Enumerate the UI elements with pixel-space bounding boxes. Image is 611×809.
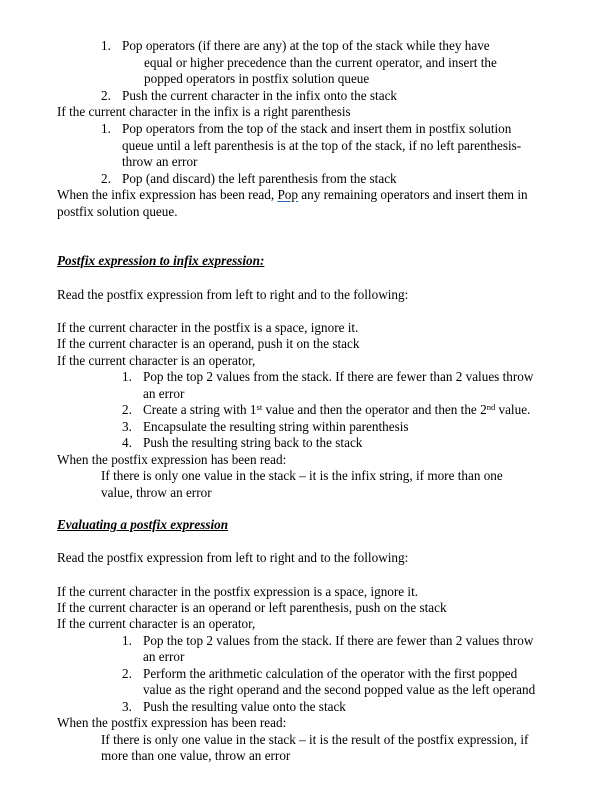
paragraph-line: If there is only one value in the stack – it is the result of the postfix expression, if [101, 732, 529, 747]
list-item-text: Pop the top 2 values from the stack. If there are fewer than 2 values throw [143, 369, 534, 384]
text-run: Create a string with 1 [143, 402, 257, 417]
paragraph-line: If there is only one value in the stack – it is the infix string, if more than one [101, 468, 503, 483]
list-item-text: an error [143, 386, 185, 401]
list-item-text [143, 402, 530, 419]
list-item-text: an error [143, 649, 185, 664]
list-item-text: popped operators in postfix solution queue [144, 71, 370, 86]
list-item-text: Push the current character in the infix onto the stack [122, 88, 398, 103]
text-run: any remaining operators and insert them in [297, 187, 528, 202]
superscript: nd [486, 402, 496, 412]
list-item-text: Push the resulting value onto the stack [143, 699, 346, 714]
list-number: 1. [101, 121, 111, 136]
paragraph-line: If the current character is an operator, [57, 616, 256, 631]
list-item-text: Push the resulting string back to the stack [143, 435, 363, 450]
list-number: 3. [122, 699, 132, 714]
text-run: value. [495, 402, 531, 417]
list-number: 2. [122, 402, 132, 417]
paragraph-line: more than one value, throw an error [101, 748, 291, 763]
text-run: value and then the operator and then the 2 [262, 402, 487, 417]
list-number: 1. [122, 633, 132, 648]
paragraph-line: Read the postfix expression from left to right and to the following: [57, 550, 409, 565]
list-item-text: Perform the arithmetic calculation of the operator with the first popped [143, 666, 518, 681]
list-number: 1. [122, 369, 132, 384]
list-item-text: Pop operators (if there are any) at the top of the stack while they have [122, 38, 490, 53]
list-number: 2. [122, 666, 132, 681]
section-heading-postfix-to-infix: Postfix expression to infix expression: [57, 253, 265, 268]
paragraph-line: When the postfix expression has been read: [57, 715, 287, 730]
paragraph-line: If the current character in the postfix is a space, ignore it. [57, 320, 359, 335]
paragraph-line: If the current character in the infix is a right parenthesis [57, 104, 351, 119]
pop-link[interactable]: Pop [277, 187, 298, 202]
section-heading-evaluating-postfix: Evaluating a postfix expression [57, 517, 229, 532]
list-item-text: value as the right operand and the second popped value as the left operand [143, 682, 536, 697]
paragraph-line: value, throw an error [101, 485, 212, 500]
paragraph-line: When the postfix expression has been read: [57, 452, 287, 467]
superscript: st [256, 402, 263, 412]
list-item-text: throw an error [122, 154, 198, 169]
list-item-text: equal or higher precedence than the current operator, and insert the [144, 55, 497, 70]
list-number: 1. [101, 38, 111, 53]
paragraph-line: If the current character in the postfix expression is a space, ignore it. [57, 584, 419, 599]
list-number: 2. [101, 171, 111, 186]
list-item-text: queue until a left parenthesis is at the top of the stack, if no left parenthesis- [122, 138, 522, 153]
list-item-text: Pop (and discard) the left parenthesis from the stack [122, 171, 397, 186]
list-number: 2. [101, 88, 111, 103]
list-number: 4. [122, 435, 132, 450]
paragraph-line [57, 187, 528, 204]
list-item-text: Encapsulate the resulting string within parenthesis [143, 419, 409, 434]
text-run: When the infix expression has been read, [57, 187, 278, 202]
paragraph-line: If the current character is an operator, [57, 353, 256, 368]
paragraph-line: If the current character is an operand or left parenthesis, push on the stack [57, 600, 447, 615]
list-number: 3. [122, 419, 132, 434]
list-item-text: Pop the top 2 values from the stack. If there are fewer than 2 values throw [143, 633, 534, 648]
list-item-text: Pop operators from the top of the stack and insert them in postfix solution [122, 121, 512, 136]
paragraph-line: postfix solution queue. [57, 204, 178, 219]
paragraph-line: If the current character is an operand, push it on the stack [57, 336, 360, 351]
paragraph-line: Read the postfix expression from left to right and to the following: [57, 287, 409, 302]
